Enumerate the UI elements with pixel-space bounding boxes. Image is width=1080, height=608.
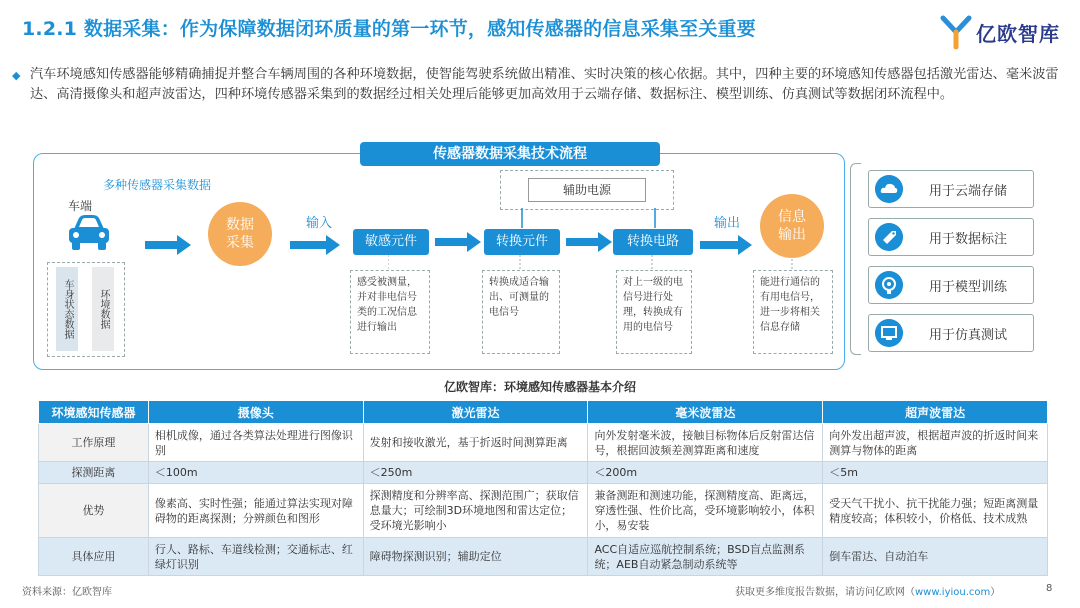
table-cell: 障碍物探测识别；辅助定位	[363, 538, 588, 576]
table-row	[39, 424, 1048, 462]
table-cell: 像素高、实时性强；能通过算法实现对障碍物的距离探测；分辨颜色和图形	[148, 484, 363, 538]
table-cell: ACC自适应巡航控制系统；BSD盲点监测系统；AEB自动紧急制动系统等	[588, 538, 823, 576]
usecase-bracket	[850, 163, 861, 355]
row-label: 工作原理	[39, 424, 149, 462]
table-cell: 行人、路标、车道线检测；交通标志、红绿灯识别	[148, 538, 363, 576]
row-label: 具体应用	[39, 538, 149, 576]
arrow-right-icon	[145, 238, 191, 252]
table-cell: 兼备测距和测速功能，探测精度高、距离远，穿透性强、性价比高，受环境影响较小，体积小，易安装	[588, 484, 823, 538]
multi-sensor-label: 多种传感器采集数据	[103, 178, 212, 192]
usecase-label: 用于仿真测试	[929, 328, 1008, 343]
table-cell: 相机成像，通过各类算法处理进行图像识别	[148, 424, 363, 462]
node-conversion-circuit: 转换电路	[613, 229, 693, 255]
usecase-model-training	[868, 266, 1034, 304]
source-note: 资料来源：亿欧智库	[22, 587, 112, 598]
vehicle-data-box	[47, 262, 125, 357]
node-conversion-element: 转换元件	[484, 229, 560, 255]
description-conversion-circuit: 对上一级的电信号进行处理，转换成有用的电信号	[616, 270, 692, 354]
footer-more	[735, 583, 1000, 598]
usecase-label: 用于模型训练	[929, 280, 1008, 295]
table-header-row	[39, 401, 1048, 424]
footer-link[interactable]: www.iyiou.com	[915, 587, 991, 598]
usecase-label: 用于云端存储	[929, 184, 1008, 199]
usecase-data-annotation	[868, 218, 1034, 256]
car-icon	[66, 213, 112, 253]
tag-icon	[875, 223, 903, 251]
usecase-cloud-storage	[868, 170, 1034, 208]
data-collect-circle	[208, 202, 272, 266]
usecase-label: 用于数据标注	[929, 232, 1008, 247]
table-cell: 向外发出超声波，根据超声波的折返时间来测算与物体的距离	[823, 424, 1048, 462]
row-label: 探测距离	[39, 462, 149, 484]
table-cell: 向外发射毫米波，接触目标物体后反射雷达信号，根据回波频差测算距离和速度	[588, 424, 823, 462]
vehicle-data-item: 车身状态数据	[56, 267, 78, 351]
bullet-diamond-icon: ◆	[12, 69, 21, 82]
table-cell: 探测精度和分辨率高、探测范围广；获取信息量大；可绘制3D环境地图和雷达定位；受环境光影响小	[363, 484, 588, 538]
brain-gear-icon	[875, 271, 903, 299]
cloud-network-icon	[875, 175, 903, 203]
arrow-right-icon	[435, 235, 483, 249]
sensor-table	[38, 400, 1048, 576]
page-number: 8	[1046, 583, 1053, 594]
table-header: 毫米波雷达	[588, 401, 823, 424]
arrow-right-icon	[700, 238, 752, 252]
table-caption: 亿欧智库：环境感知传感器基本介绍	[443, 380, 636, 394]
table-cell: ＜200m	[588, 462, 823, 484]
table-cell: ＜5m	[823, 462, 1048, 484]
output-label: 输出	[714, 216, 741, 231]
arrow-right-icon	[290, 238, 340, 252]
footer-prefix: 获取更多维度报告数据，请访问亿欧网（	[735, 587, 915, 598]
footer-suffix: ）	[990, 587, 1001, 598]
table-header: 激光雷达	[363, 401, 588, 424]
description-sensitive: 感受被测量，并对非电信号类的工况信息进行输出	[350, 270, 430, 354]
description-info-output: 能进行通信的有用电信号，进一步将相关信息存储	[753, 270, 833, 354]
intro-paragraph	[12, 65, 1060, 105]
monitor-icon	[875, 319, 903, 347]
aux-power-box: 辅助电源	[528, 178, 646, 202]
flow-title: 传感器数据采集技术流程	[360, 142, 660, 166]
vehicle-data-item: 环境数据	[92, 267, 114, 351]
logo-icon	[940, 14, 972, 50]
table-cell: 倒车雷达、自动泊车	[823, 538, 1048, 576]
table-cell: 受天气干扰小、抗干扰能力强；短距离测量精度较高；体积较小，价格低、技术成熟	[823, 484, 1048, 538]
vehicle-label: 车端	[68, 199, 93, 213]
arrow-right-icon	[566, 235, 614, 249]
table-row	[39, 462, 1048, 484]
description-connectors	[388, 255, 808, 269]
intro-text: 汽车环境感知传感器能够精确捕捉并整合车辆周围的各种环境数据，使智能驾驶系统做出精准、实时决策的核心依据。其中，四种主要的环境感知传感器包括激光雷达、毫米波雷达、高清摄像头和超声波雷达，四种环境传感器采集到的数据经过相关处理后能够更加高效用于云端存储、数据标注、模型训练、仿真测试等数据闭环流程中。	[30, 67, 1059, 102]
table-header: 环境感知传感器	[39, 401, 149, 424]
row-label: 优势	[39, 484, 149, 538]
info-output-circle	[760, 194, 824, 258]
input-label: 输入	[306, 216, 333, 231]
table-cell: 发射和接收激光，基于折返时间测算距离	[363, 424, 588, 462]
table-cell: ＜250m	[363, 462, 588, 484]
logo-text: 亿欧智库	[976, 22, 1060, 46]
node-sensitive-element: 敏感元件	[353, 229, 429, 255]
table-row	[39, 484, 1048, 538]
table-row	[39, 538, 1048, 576]
info-output-label: 信息输出	[778, 209, 806, 243]
aux-power-connector	[500, 200, 680, 232]
description-conversion-element: 转换成适合输出、可测量的电信号	[482, 270, 560, 354]
usecase-simulation-test	[868, 314, 1034, 352]
page-title: 1.2.1 数据采集：作为保障数据闭环质量的第一环节，感知传感器的信息采集至关重要	[22, 18, 756, 40]
table-cell: ＜100m	[148, 462, 363, 484]
table-header: 超声波雷达	[823, 401, 1048, 424]
data-collect-label: 数据采集	[226, 217, 254, 251]
table-header: 摄像头	[148, 401, 363, 424]
logo	[940, 14, 1068, 50]
